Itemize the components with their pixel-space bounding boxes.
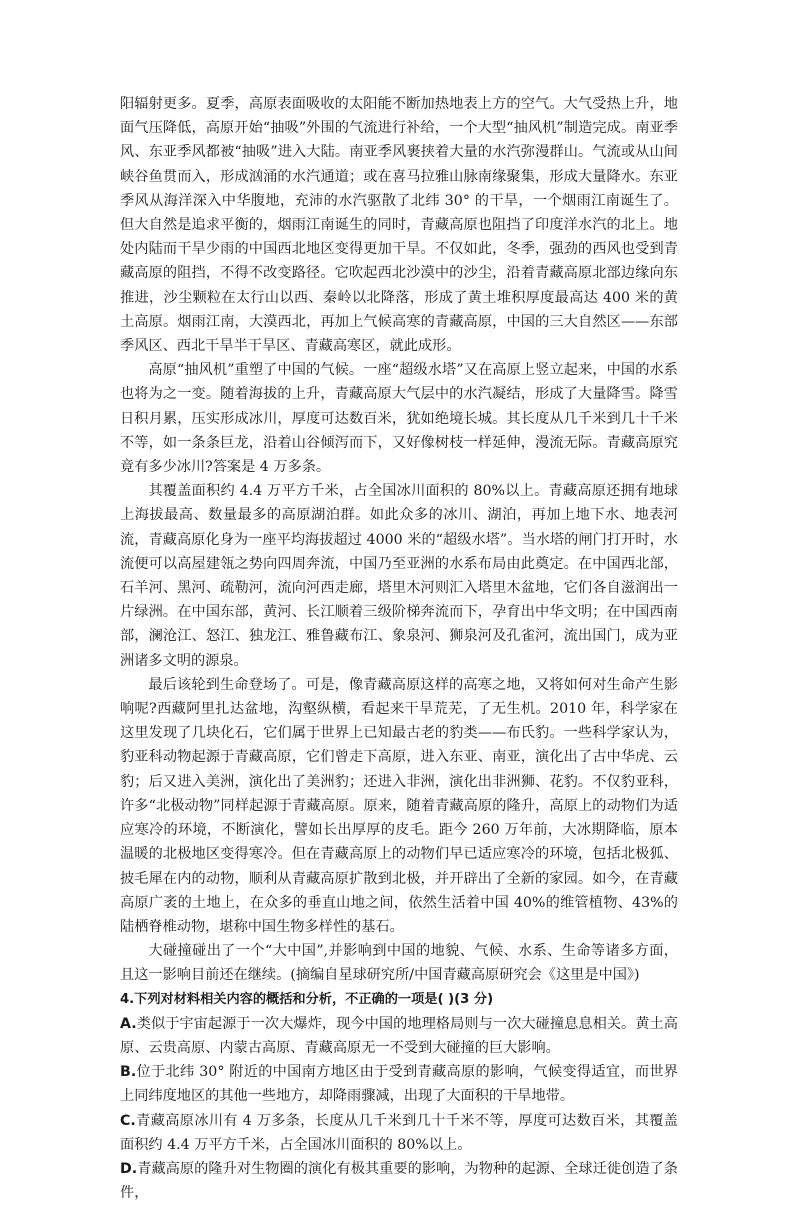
option-c-letter: C. — [120, 1112, 136, 1129]
article-paragraph-5: 大碰撞碰出了一个“大中国”,并影响到中国的地貌、气候、水系、生命等诸多方面，且这一影响目前还在继续。(摘编自星球研究所/中国青藏高原研究会《这里是中国》) — [120, 943, 678, 984]
option-a-letter: A. — [120, 1015, 137, 1032]
article-paragraph-1: 阳辐射更多。夏季，高原表面吸收的太阳能不断加热地表上方的空气。大气受热上升，地面气压降低，高原开始“抽吸”外围的气流进行补给，一个大型“抽风机”制造完成。南亚季风、东亚季风都被“抽吸”进入大陆。南亚季风裹挟着大量的水汽弥漫群山。气流或从山间峡谷鱼贯而入，形成汹涌的水汽通道；或在喜马拉雅山脉南缘聚集，形成大量降水。东亚季风从海洋深入中华腹地，充沛的水汽驱散了北纬 30° 的干旱，一个烟雨江南诞生了。但大自然是追求平衡的，烟雨江南诞生的同时，青藏高原也阻挡了印度洋水汽的北上。地处内陆而干旱少雨的中国西北地区变得更加干旱。不仅如此，冬季，强劲的西风也受到青藏高原的阻挡，不得不改变路径。它吹起西北沙漠中的沙尘，沿着青藏高原北部边缘向东推进，沙尘颗粒在太行山以西、秦岭以北降落，形成了黄土堆积厚度最高达 400 米的黄土高原。烟雨江南，大漠西北，再加上气候高寒的青藏高原，中国的三大自然区——东部季风区、西北干旱半干旱区、青藏高寒区，就此成形。 — [120, 96, 678, 355]
option-b-letter: B. — [120, 1064, 137, 1081]
option-c-text: 青藏高原冰川有 4 万多条，长度从几千米到几十千米不等，厚度可达数百米，其覆盖面积约 4.4 万平方千米，占全国冰川面积的 80%以上。 — [120, 1112, 678, 1153]
question-stem: 4.下列对材料相关内容的概括和分析，不正确的一项是( )(3 分) — [120, 991, 494, 1007]
article-paragraph-4: 最后该轮到生命登场了。可是，像青藏高原这样的高寒之地，又将如何对生命产生影响呢?西藏阿里扎达盆地，沟壑纵横，看起来干旱荒芜，了无生机。2010 年，科学家在这里发现了几块化石，它们属于世界上已知最古老的豹类——布氏豹。一些科学家认为，豹亚科动物起源于青藏高原，它们曾走下高原，进入东亚、南亚，演化出了古中华虎、云豹；后又进入美洲，演化出了美洲豹；还进入非洲，演化出非洲狮、花豹。不仅豹亚科，许多“北极动物”同样起源于青藏高原。原来，随着青藏高原的隆升，高原上的动物们为适应寒冷的环境，不断演化，譬如长出厚厚的皮毛。距今 260 万年前，大冰期降临，原本温暖的北极地区变得寒冷。但在青藏高原上的动物们早已适应寒冷的环境，包括北极狐、披毛犀在内的动物，顺利从青藏高原扩散到北极，并开辟出了全新的家园。如今，在青藏高原广袤的土地上，在众多的垂直山地之间，依然生活着中国 40%的维管植物、43%的陆栖脊椎动物，堪称中国生物多样性的基石。 — [120, 676, 678, 935]
option-c — [120, 1109, 678, 1157]
option-a — [120, 1012, 678, 1060]
option-a-text: 类似于宇宙起源于一次大爆炸，现今中国的地理格局则与一次大碰撞息息相关。黄土高原、云贵高原、内蒙古高原、青藏高原无一不受到大碰撞的巨大影响。 — [120, 1015, 678, 1056]
article-paragraph-2: 高原“抽风机”重塑了中国的气候。一座“超级水塔”又在高原上竖立起来，中国的水系也将为之一变。随着海拔的上升，青藏高原大气层中的水汽凝结，形成了大量降雪。降雪日积月累，压实形成冰川，厚度可达数百米，犹如绝境长城。其长度从几千米到几十千米不等，如一条条巨龙，沿着山谷倾泻而下，又好像树枝一样延伸，漫流无际。青藏高原究竟有多少冰川?答案是 4 万多条。 — [120, 362, 678, 476]
document-page — [120, 92, 678, 1205]
option-d — [120, 1157, 678, 1205]
article-paragraph-3: 其覆盖面积约 4.4 万平方千米，占全国冰川面积的 80%以上。青藏高原还拥有地球上海拔最高、数量最多的高原湖泊群。如此众多的冰川、湖泊，再加上地下水、地表河流，青藏高原化身为一座平均海拔超过 4000 米的“超级水塔”。当水塔的闸门打开时，水流便可以高屋建瓴之势向四周奔流，中国乃至亚洲的水系布局由此奠定。在中国西北部，石羊河、黑河、疏勒河，流向河西走廊，塔里木河则汇入塔里木盆地，它们各自滋润出一片绿洲。在中国东部，黄河、长江顺着三级阶梯奔流而下，孕育出中华文明；在中国西南部，澜沧江、怒江、独龙江、雅鲁藏布江、象泉河、狮泉河及孔雀河，流出国门，成为亚洲诸多文明的源泉。 — [120, 483, 678, 669]
option-b — [120, 1060, 678, 1108]
option-b-text: 位于北纬 30° 附近的中国南方地区由于受到青藏高原的影响，气候变得适宜，而世界上同纬度地区的其他一些地方，却降雨骤减，出现了大面积的干旱地带。 — [120, 1064, 678, 1105]
option-d-text: 青藏高原的隆升对生物圈的演化有极其重要的影响，为物种的起源、全球迁徙创造了条件， — [120, 1160, 678, 1202]
option-d-letter: D. — [120, 1160, 138, 1177]
